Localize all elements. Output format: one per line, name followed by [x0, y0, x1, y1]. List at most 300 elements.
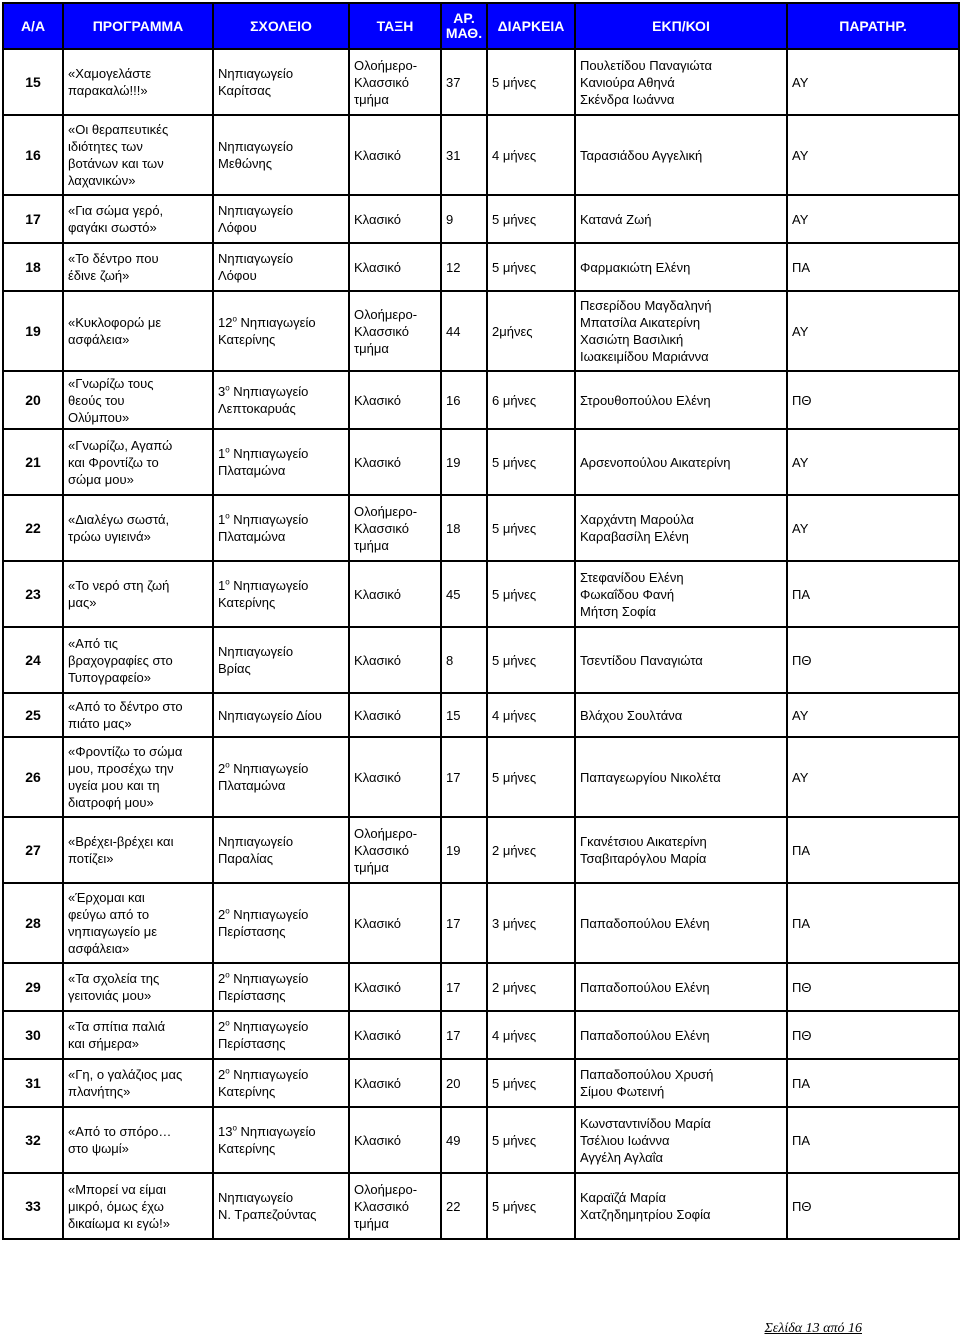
- program-cell-line: τρώω υγιεινά»: [68, 529, 151, 544]
- class-cell: [349, 1107, 441, 1173]
- program-cell-line: «Το νερό στη ζωή: [68, 578, 170, 593]
- program-cell: [63, 963, 213, 1011]
- class-cell: [349, 737, 441, 817]
- teachers-cell-line: Παπαδοπούλου Ελένη: [580, 915, 710, 931]
- teachers-cell: [575, 495, 787, 561]
- school-cell: [213, 115, 349, 195]
- class-cell-line: Κλασσικό: [354, 74, 409, 90]
- notes-cell: ΑΥ: [787, 115, 959, 195]
- duration-cell: 6 μήνες: [487, 371, 575, 429]
- duration-cell: 5 μήνες: [487, 195, 575, 243]
- teachers-cell-line: Παπαδοπούλου Ελένη: [580, 979, 710, 995]
- row-number: 22: [3, 495, 63, 561]
- school-cell-text: Νηπιαγωγείο: [229, 971, 309, 986]
- program-cell-line: «Φροντίζω το σώμα: [68, 744, 183, 759]
- class-cell: [349, 817, 441, 883]
- class-cell-line: Κλασικό: [354, 769, 401, 785]
- teachers-cell-line: Φωκαΐδου Φανή: [580, 586, 675, 602]
- school-cell-line: Πλαταμώνα: [218, 778, 286, 793]
- class-cell: [349, 115, 441, 195]
- school-cell-text: 2: [218, 971, 226, 986]
- lessons-count: 17: [441, 737, 487, 817]
- program-cell-line: μικρό, όμως έχω: [68, 1198, 164, 1214]
- class-cell: [349, 291, 441, 371]
- ordinal-superscript: ο: [225, 970, 230, 980]
- class-cell-line: Κλασσικό: [354, 1198, 409, 1214]
- program-cell-line: «Οι θεραπευτικές: [68, 122, 169, 137]
- program-cell: [63, 49, 213, 115]
- class-cell-line: τμήμα: [354, 91, 389, 107]
- lessons-count: 17: [441, 883, 487, 963]
- school-cell-text: Νηπιαγωγείο: [229, 446, 309, 461]
- class-cell: [349, 371, 441, 429]
- program-cell-line: «Χαμογελάστε: [68, 66, 152, 81]
- teachers-cell: [575, 291, 787, 371]
- program-cell: [63, 243, 213, 291]
- program-cell-line: Τυπογραφείο»: [68, 669, 151, 685]
- program-cell-line: βραχογραφίες στο: [68, 652, 173, 668]
- school-cell-line: [218, 383, 344, 400]
- class-cell-line: Κλασικό: [354, 915, 401, 931]
- program-cell-line: υγεία μου και τη: [68, 778, 160, 793]
- program-cell-line: ιδιότητες των: [68, 139, 143, 154]
- table-row: [3, 627, 959, 693]
- class-cell-line: Κλασικό: [354, 652, 401, 668]
- teachers-cell-line: Κωνσταντινίδου Μαρία: [580, 1115, 711, 1131]
- table-row: [3, 963, 959, 1011]
- teachers-cell: [575, 115, 787, 195]
- duration-cell: 2 μήνες: [487, 963, 575, 1011]
- teachers-cell: [575, 1059, 787, 1107]
- duration-cell: 5 μήνες: [487, 429, 575, 495]
- program-cell-line: πιάτο μας»: [68, 716, 132, 731]
- teachers-cell-line: Σκένδρα Ιωάννα: [580, 91, 675, 107]
- program-cell: [63, 1173, 213, 1239]
- program-cell-line: «Τα σπίτια παλιά: [68, 1019, 166, 1034]
- school-cell-text: 13: [218, 1124, 233, 1139]
- header-teachers: ΕΚΠ/ΚΟΙ: [575, 3, 787, 49]
- lessons-count: 15: [441, 693, 487, 737]
- teachers-cell-line: Στρουθοπούλου Ελένη: [580, 392, 711, 408]
- program-cell-line: «Βρέχει-βρέχει και: [68, 834, 174, 849]
- class-cell-line: τμήμα: [354, 859, 389, 875]
- ordinal-superscript: ο: [225, 445, 230, 455]
- program-cell-line: μου, προσέχω την: [68, 761, 174, 776]
- school-cell-line: Λεπτοκαρυάς: [218, 401, 296, 416]
- teachers-cell: [575, 561, 787, 627]
- table-row: [3, 1011, 959, 1059]
- table-row: [3, 195, 959, 243]
- program-cell-line: «Μπορεί να είμαι: [68, 1181, 166, 1197]
- class-cell-line: Ολοήμερο-: [354, 306, 418, 322]
- teachers-cell-line: Μήτση Σοφία: [580, 603, 656, 619]
- teachers-cell-line: Παπαδοπούλου Χρυσή: [580, 1067, 714, 1082]
- notes-cell: ΠΑ: [787, 883, 959, 963]
- table-row: [3, 115, 959, 195]
- program-cell-line: λαχανικών»: [68, 173, 136, 188]
- program-cell-line: «Από τις: [68, 635, 119, 651]
- school-cell: [213, 495, 349, 561]
- school-cell-text: Νηπιαγωγείο: [229, 512, 309, 527]
- class-cell-line: Κλασικό: [354, 1027, 401, 1043]
- table-row: [3, 817, 959, 883]
- program-cell-line: ασφάλεια»: [68, 941, 130, 956]
- duration-cell: 4 μήνες: [487, 1011, 575, 1059]
- table-row: [3, 429, 959, 495]
- duration-cell: 2μήνες: [487, 291, 575, 371]
- row-number: 27: [3, 817, 63, 883]
- class-cell-line: Κλασσικό: [354, 323, 409, 339]
- school-cell-text: 2: [218, 761, 226, 776]
- school-cell-text: 1: [218, 578, 226, 593]
- ordinal-superscript: ο: [225, 577, 230, 587]
- school-cell: [213, 195, 349, 243]
- duration-cell: 5 μήνες: [487, 49, 575, 115]
- school-cell-line: Νηπιαγωγείο Δίου: [218, 707, 322, 723]
- teachers-cell-line: Χαρχάντη Μαρούλα: [580, 512, 694, 527]
- notes-cell: ΑΥ: [787, 195, 959, 243]
- row-number: 33: [3, 1173, 63, 1239]
- lessons-count: 9: [441, 195, 487, 243]
- row-number: 17: [3, 195, 63, 243]
- school-cell-line: [218, 1123, 344, 1140]
- school-cell: [213, 883, 349, 963]
- school-cell: [213, 1011, 349, 1059]
- school-cell-line: Μεθώνης: [218, 156, 272, 171]
- lessons-count: 12: [441, 243, 487, 291]
- header-class: ΤΑΞΗ: [349, 3, 441, 49]
- program-cell-line: σώμα μου»: [68, 471, 134, 487]
- duration-cell: 4 μήνες: [487, 115, 575, 195]
- program-cell-line: και σήμερα»: [68, 1036, 140, 1051]
- row-number: 21: [3, 429, 63, 495]
- class-cell: [349, 495, 441, 561]
- notes-cell: ΠΑ: [787, 243, 959, 291]
- ordinal-superscript: ο: [225, 511, 230, 521]
- class-cell-line: Κλασσικό: [354, 520, 409, 536]
- table-row: [3, 371, 959, 429]
- teachers-cell-line: Παπαγεωργίου Νικολέτα: [580, 769, 721, 785]
- notes-cell: ΠΘ: [787, 1011, 959, 1059]
- table-row: [3, 1173, 959, 1239]
- teachers-cell: [575, 429, 787, 495]
- row-number: 24: [3, 627, 63, 693]
- class-cell: [349, 243, 441, 291]
- teachers-cell-line: Σίμου Φωτεινή: [580, 1084, 665, 1099]
- row-number: 31: [3, 1059, 63, 1107]
- programs-table: [2, 2, 960, 1240]
- duration-cell: 2 μήνες: [487, 817, 575, 883]
- program-cell-line: μας»: [68, 595, 97, 610]
- program-cell: [63, 1107, 213, 1173]
- school-cell-line: Κατερίνης: [218, 595, 276, 610]
- class-cell-line: Κλασικό: [354, 147, 401, 163]
- header-notes: ΠΑΡΑΤΗΡ.: [787, 3, 959, 49]
- school-cell-line: [218, 314, 344, 331]
- teachers-cell-line: Βλάχου Σουλτάνα: [580, 707, 683, 723]
- class-cell: [349, 561, 441, 627]
- teachers-cell-line: Τσεντίδου Παναγιώτα: [580, 652, 703, 668]
- school-cell-line: Νηπιαγωγείο: [218, 139, 294, 154]
- teachers-cell: [575, 693, 787, 737]
- notes-cell: ΠΘ: [787, 963, 959, 1011]
- teachers-cell: [575, 817, 787, 883]
- program-cell: [63, 1059, 213, 1107]
- header-lessons: ΑΡ. ΜΑΘ.: [441, 3, 487, 49]
- school-cell-line: Νηπιαγωγείο: [218, 1190, 294, 1205]
- table-row: [3, 291, 959, 371]
- teachers-cell-line: Χατζηδημητρίου Σοφία: [580, 1207, 711, 1222]
- program-cell: [63, 115, 213, 195]
- teachers-cell: [575, 737, 787, 817]
- class-cell: [349, 195, 441, 243]
- school-cell: [213, 1059, 349, 1107]
- ordinal-superscript: ο: [225, 906, 230, 916]
- school-cell-text: 12: [218, 315, 233, 330]
- program-cell: [63, 817, 213, 883]
- school-cell-line: Νηπιαγωγείο: [218, 644, 294, 659]
- program-cell-line: «Κυκλοφορώ με: [68, 315, 162, 330]
- school-cell-line: [218, 1018, 344, 1035]
- class-cell-line: Ολοήμερο-: [354, 57, 418, 73]
- row-number: 26: [3, 737, 63, 817]
- duration-cell: 5 μήνες: [487, 627, 575, 693]
- teachers-cell: [575, 49, 787, 115]
- teachers-cell: [575, 1011, 787, 1059]
- teachers-cell-line: Πουλετίδου Παναγιώτα: [580, 57, 712, 73]
- table-row: [3, 1107, 959, 1173]
- school-cell-line: Λόφου: [218, 268, 257, 283]
- program-cell-line: δικαίωμα κι εγώ!»: [68, 1215, 170, 1231]
- table-row: [3, 561, 959, 627]
- lessons-count: 37: [441, 49, 487, 115]
- header-program: ΠΡΟΓΡΑΜΜΑ: [63, 3, 213, 49]
- school-cell-line: Νηπιαγωγείο: [218, 203, 294, 218]
- program-cell-line: «Γη, ο γαλάζιος μας: [68, 1067, 183, 1082]
- school-cell-line: Νηπιαγωγείο: [218, 251, 294, 266]
- program-cell-line: νηπιαγωγείο με: [68, 924, 158, 939]
- class-cell-line: Ολοήμερο-: [354, 1181, 418, 1197]
- school-cell-text: Νηπιαγωγείο: [229, 1019, 309, 1034]
- school-cell-line: Κατερίνης: [218, 332, 276, 347]
- class-cell: [349, 49, 441, 115]
- school-cell: [213, 371, 349, 429]
- school-cell-text: 2: [218, 1019, 226, 1034]
- ordinal-superscript: ο: [225, 383, 230, 393]
- lessons-count: 19: [441, 817, 487, 883]
- class-cell-line: Κλασικό: [354, 392, 401, 408]
- school-cell: [213, 1107, 349, 1173]
- lessons-count: 19: [441, 429, 487, 495]
- teachers-cell: [575, 627, 787, 693]
- teachers-cell-line: Καραβασίλη Ελένη: [580, 529, 689, 544]
- school-cell: [213, 243, 349, 291]
- row-number: 20: [3, 371, 63, 429]
- row-number: 29: [3, 963, 63, 1011]
- teachers-cell: [575, 195, 787, 243]
- program-cell-line: «Γνωρίζω τους: [68, 375, 154, 391]
- program-cell-line: Ολύμπου»: [68, 409, 130, 425]
- program-cell: [63, 495, 213, 561]
- program-cell-line: «Διαλέγω σωστά,: [68, 512, 170, 527]
- header-duration: ΔΙΑΡΚΕΙΑ: [487, 3, 575, 49]
- notes-cell: ΑΥ: [787, 693, 959, 737]
- program-cell-line: διατροφή μου»: [68, 795, 154, 810]
- school-cell-line: Νηπιαγωγείο: [218, 66, 294, 81]
- teachers-cell: [575, 371, 787, 429]
- notes-cell: ΑΥ: [787, 49, 959, 115]
- program-cell-line: στο ψωμί»: [68, 1141, 129, 1156]
- notes-cell: ΠΑ: [787, 1059, 959, 1107]
- duration-cell: 3 μήνες: [487, 883, 575, 963]
- notes-cell: ΑΥ: [787, 429, 959, 495]
- ordinal-superscript: ο: [225, 1018, 230, 1028]
- ordinal-superscript: ο: [225, 1066, 230, 1076]
- class-cell-line: Ολοήμερο-: [354, 825, 418, 841]
- class-cell: [349, 1173, 441, 1239]
- teachers-cell-line: Πεσερίδου Μαγδαληνή: [580, 298, 712, 313]
- school-cell-text: Νηπιαγωγείο: [229, 907, 309, 922]
- school-cell: [213, 817, 349, 883]
- school-cell-text: Νηπιαγωγείο: [236, 315, 316, 330]
- school-cell: [213, 693, 349, 737]
- class-cell-line: Κλασικό: [354, 1132, 401, 1148]
- class-cell-line: Κλασικό: [354, 259, 401, 275]
- row-number: 18: [3, 243, 63, 291]
- notes-cell: ΑΥ: [787, 495, 959, 561]
- program-cell: [63, 737, 213, 817]
- page-footer: Σελίδα 13 από 16: [764, 1321, 862, 1336]
- school-cell-line: Περίστασης: [218, 988, 286, 1003]
- program-cell-line: φαγάκι σωστό»: [68, 220, 157, 235]
- program-cell: [63, 291, 213, 371]
- table-row: [3, 49, 959, 115]
- row-number: 19: [3, 291, 63, 371]
- lessons-count: 16: [441, 371, 487, 429]
- school-cell-line: Παραλίας: [218, 851, 273, 866]
- teachers-cell-line: Τσαβιταρόγλου Μαρία: [580, 851, 707, 866]
- teachers-cell: [575, 1173, 787, 1239]
- lessons-count: 20: [441, 1059, 487, 1107]
- lessons-count: 17: [441, 1011, 487, 1059]
- teachers-cell-line: Καραϊζά Μαρία: [580, 1190, 666, 1205]
- lessons-count: 44: [441, 291, 487, 371]
- notes-cell: ΠΘ: [787, 627, 959, 693]
- program-cell-line: φεύγω από το: [68, 907, 150, 922]
- class-cell-line: Κλασικό: [354, 586, 401, 602]
- teachers-cell-line: Ταρασιάδου Αγγελική: [580, 147, 703, 163]
- row-number: 15: [3, 49, 63, 115]
- school-cell-text: 3: [218, 384, 226, 399]
- program-cell-line: ασφάλεια»: [68, 332, 130, 347]
- program-cell: [63, 371, 213, 429]
- duration-cell: 5 μήνες: [487, 1107, 575, 1173]
- program-cell-line: «Από το δέντρο στο: [68, 699, 183, 714]
- class-cell: [349, 693, 441, 737]
- class-cell: [349, 1059, 441, 1107]
- duration-cell: 5 μήνες: [487, 1173, 575, 1239]
- program-cell: [63, 429, 213, 495]
- teachers-cell-line: Αγγέλη Αγλαΐα: [580, 1149, 664, 1165]
- teachers-cell-line: Φαρμακιώτη Ελένη: [580, 259, 691, 275]
- notes-cell: ΠΑ: [787, 561, 959, 627]
- teachers-cell: [575, 963, 787, 1011]
- program-cell-line: παρακαλώ!!!»: [68, 83, 148, 98]
- program-cell-line: «Το δέντρο που: [68, 251, 159, 266]
- school-cell-line: [218, 577, 344, 594]
- table-row: [3, 883, 959, 963]
- class-cell-line: τμήμα: [354, 1215, 389, 1231]
- duration-cell: 5 μήνες: [487, 1059, 575, 1107]
- program-cell: [63, 195, 213, 243]
- row-number: 23: [3, 561, 63, 627]
- teachers-cell-line: Μπατσίλα Αικατερίνη: [580, 315, 701, 330]
- school-cell: [213, 627, 349, 693]
- class-cell-line: Κλασικό: [354, 454, 401, 470]
- lessons-count: 45: [441, 561, 487, 627]
- ordinal-superscript: ο: [225, 760, 230, 770]
- school-cell-line: [218, 445, 344, 462]
- program-cell-line: θεούς του: [68, 392, 125, 408]
- school-cell-text: 1: [218, 446, 226, 461]
- class-cell-line: Κλασικό: [354, 1075, 401, 1091]
- school-cell-line: Κατερίνης: [218, 1084, 276, 1099]
- notes-cell: ΑΥ: [787, 737, 959, 817]
- teachers-cell-line: Αρσενοπούλου Αικατερίνη: [580, 454, 731, 470]
- school-cell: [213, 561, 349, 627]
- school-cell-text: Νηπιαγωγείο: [229, 1067, 309, 1082]
- program-cell-line: «Από το σπόρο…: [68, 1124, 172, 1139]
- school-cell-text: 2: [218, 907, 226, 922]
- school-cell: [213, 1173, 349, 1239]
- row-number: 30: [3, 1011, 63, 1059]
- ordinal-superscript: ο: [232, 1123, 237, 1133]
- row-number: 32: [3, 1107, 63, 1173]
- program-cell-line: «Γνωρίζω, Αγαπώ: [68, 437, 173, 453]
- school-cell: [213, 49, 349, 115]
- table-row: [3, 495, 959, 561]
- school-cell-text: 1: [218, 512, 226, 527]
- school-cell: [213, 737, 349, 817]
- teachers-cell-line: Γκανέτσιου Αικατερίνη: [580, 834, 707, 849]
- notes-cell: ΠΑ: [787, 817, 959, 883]
- school-cell-text: Νηπιαγωγείο: [229, 761, 309, 776]
- program-cell-line: γειτονιάς μου»: [68, 988, 152, 1003]
- lessons-count: 22: [441, 1173, 487, 1239]
- school-cell-line: [218, 1066, 344, 1083]
- table-row: [3, 243, 959, 291]
- teachers-cell-line: Κανιούρα Αθηνά: [580, 74, 675, 90]
- row-number: 28: [3, 883, 63, 963]
- class-cell: [349, 627, 441, 693]
- class-cell-line: Κλασικό: [354, 211, 401, 227]
- header-school: ΣΧΟΛΕΙΟ: [213, 3, 349, 49]
- school-cell: [213, 963, 349, 1011]
- program-cell: [63, 561, 213, 627]
- lessons-count: 18: [441, 495, 487, 561]
- teachers-cell-line: Στεφανίδου Ελένη: [580, 569, 684, 585]
- school-cell-line: [218, 970, 344, 987]
- program-cell-line: και Φροντίζω το: [68, 454, 159, 470]
- school-cell-text: Νηπιαγωγείο: [229, 578, 309, 593]
- lessons-count: 8: [441, 627, 487, 693]
- duration-cell: 4 μήνες: [487, 693, 575, 737]
- class-cell-line: τμήμα: [354, 537, 389, 553]
- class-cell: [349, 963, 441, 1011]
- table-row: [3, 737, 959, 817]
- school-cell-line: Βρίας: [218, 661, 251, 676]
- school-cell-line: Πλαταμώνα: [218, 463, 286, 478]
